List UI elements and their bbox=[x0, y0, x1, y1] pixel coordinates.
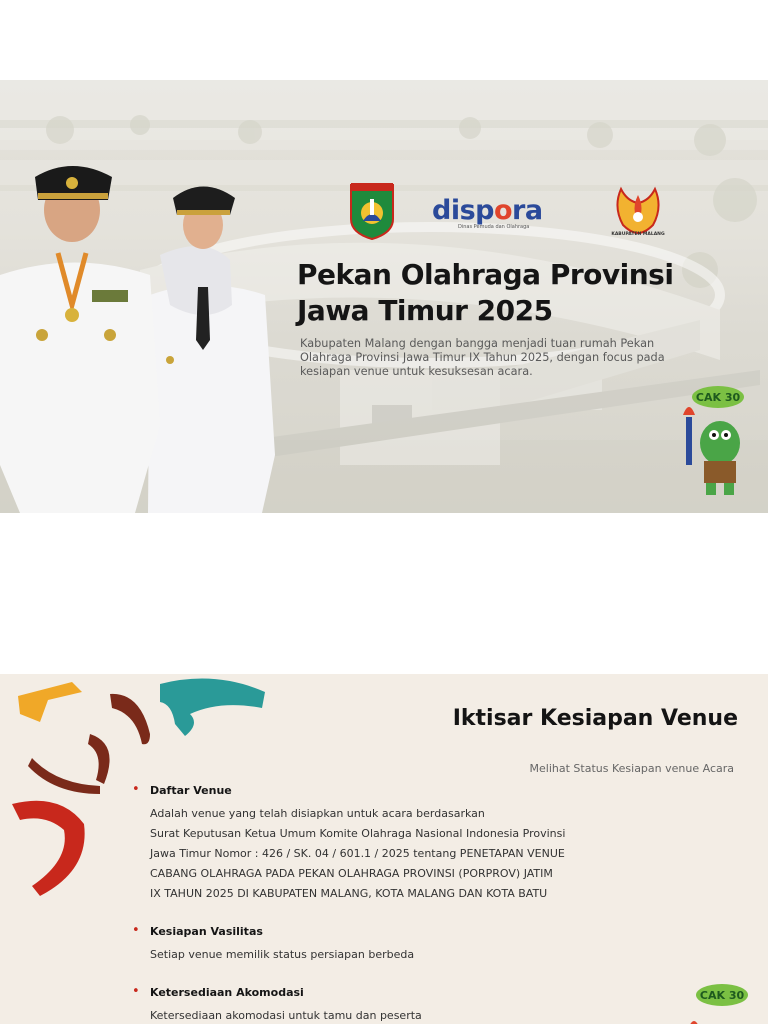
dispora-wordmark: dispora bbox=[432, 195, 543, 226]
item-text: Ketersediaan akomodasi untuk tamu dan peserta bbox=[150, 1009, 422, 1022]
item-text: Adalah venue yang telah disiapkan untuk acara berdasarkan Surat Keputusan Ketua Umum Komite Olahraga Nasional Indonesia Provinsi Jawa Timur Nomor : 426 / SK. 04 / 601.1 / 2025 tentang PENETAPAN VENUE CABANG OLAHRAGA PADA PEKAN OLAHRAGA PROVINSI (PORPROV) JATIM IX TAHUN 2025 DI KABUPATEN MALANG, KOTA MALANG DAN KOTA BATU bbox=[150, 807, 566, 900]
item-text: Setiap venue memilik status persiapan berbeda bbox=[150, 948, 415, 961]
mascot-label: CAK 30 bbox=[699, 989, 745, 1002]
item-heading: Daftar Venue bbox=[150, 784, 232, 797]
dispora-subtitle: Dinas Pemuda dan Olahraga bbox=[458, 224, 530, 230]
banner-description: Kabupaten Malang dengan bangga menjadi tuan rumah Pekan Olahraga Provinsi Jawa Timur IX Tahun 2025, dengan focus pada kesiapan venue untuk kesuksesan acara. bbox=[300, 337, 665, 378]
bullet-icon: • bbox=[132, 984, 140, 999]
list-item-kesiapan-vasilitas bbox=[132, 923, 610, 965]
bullet-icon: • bbox=[132, 782, 140, 797]
banner-slide bbox=[0, 80, 768, 513]
male-official-figure bbox=[0, 166, 160, 513]
list-item-ketersediaan-akomodasi bbox=[132, 984, 610, 1024]
overview-subtitle: Melihat Status Kesiapan venue Acara bbox=[529, 762, 734, 775]
kabupaten-malang-logo bbox=[349, 181, 395, 241]
banner-title: Pekan Olahraga Provinsi Jawa Timur 2025 bbox=[297, 258, 674, 327]
bullet-icon: • bbox=[132, 923, 140, 938]
mascot-label: CAK 30 bbox=[695, 391, 741, 404]
list-item-daftar-venue bbox=[132, 782, 610, 904]
overview-title: Iktisar Kesiapan Venue bbox=[452, 706, 738, 731]
mascot-cak-30-small bbox=[684, 979, 754, 1024]
overview-slide bbox=[0, 674, 768, 1024]
female-official-figure bbox=[148, 187, 275, 514]
officials-photo bbox=[0, 165, 280, 513]
dispora-logo bbox=[432, 196, 543, 230]
item-heading: Ketersediaan Akomodasi bbox=[150, 986, 304, 999]
koni-logo-label: KABUPATEN MALANG bbox=[611, 232, 665, 237]
item-heading: Kesiapan Vasilitas bbox=[150, 925, 263, 938]
mascot-cak-30 bbox=[680, 385, 750, 500]
